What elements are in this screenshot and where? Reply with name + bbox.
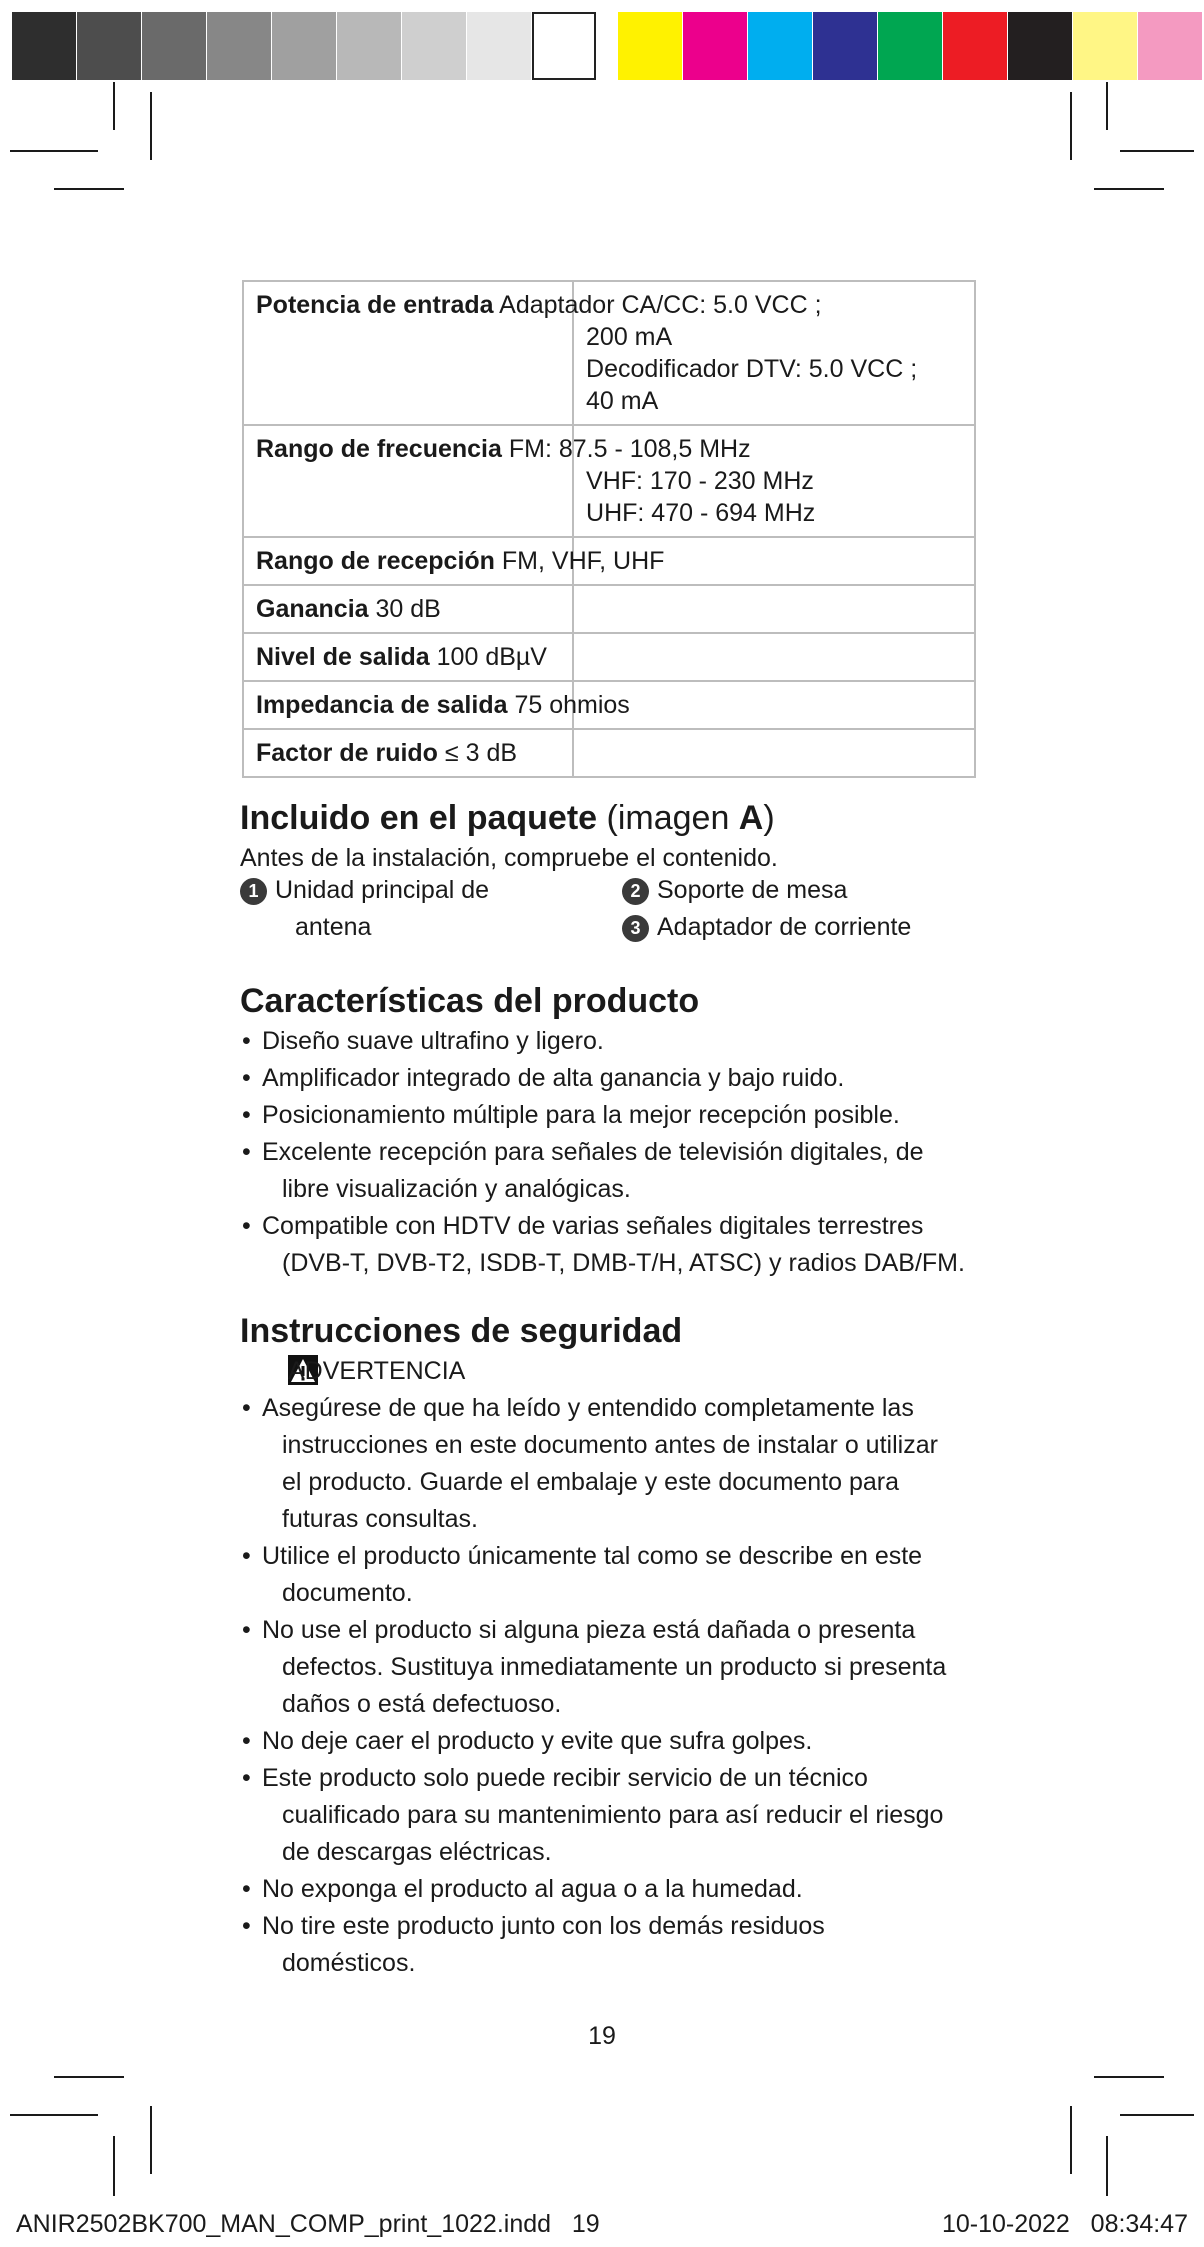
- spec-row: [243, 537, 975, 585]
- footer-filename: ANIR2502BK700_MAN_COMP_print_1022.indd 19: [16, 2210, 600, 2238]
- spec-row-text: [256, 593, 441, 625]
- crop-mark: [1070, 92, 1072, 160]
- color-swatch: [683, 12, 747, 80]
- feature-item: • Diseño suave ultrafino y ligero.: [240, 1023, 980, 1060]
- safety-section: [240, 1309, 980, 1982]
- spec-value-line: 40 mA: [586, 387, 659, 415]
- spec-row-text: [256, 641, 547, 673]
- crop-mark: [10, 150, 98, 152]
- safety-item: • Asegúrese de que ha leído y entendido completamente las instrucciones en este documento antes de instalar o utilizar el producto. Guarde el embalaje y este documento para futuras consultas.: [240, 1390, 980, 1538]
- spec-label: Factor de ruido: [256, 739, 438, 767]
- package-intro: Antes de la instalación, compruebe el contenido.: [240, 844, 778, 872]
- specifications-table: [242, 280, 976, 778]
- spec-value: FM: 87.5 - 108,5 MHz: [508, 435, 751, 463]
- spec-row: [243, 585, 975, 633]
- crop-mark: [150, 2106, 152, 2174]
- crop-mark: [10, 2114, 98, 2116]
- spec-value-line: Decodificador DTV: 5.0 VCC ;: [586, 355, 918, 383]
- spec-row: [243, 729, 975, 777]
- spec-label: Nivel de salida: [256, 643, 430, 671]
- color-swatch: [1008, 12, 1072, 80]
- safety-item: • No deje caer el producto y evite que sufra golpes.: [240, 1723, 980, 1760]
- feature-item: • Posicionamiento múltiple para la mejor recepción posible.: [240, 1097, 980, 1134]
- spec-value-line: UHF: 470 - 694 MHz: [586, 499, 816, 527]
- feature-item: • Compatible con HDTV de varias señales digitales terrestres (DVB-T, DVB-T2, ISDB-T, DMB-T/H, ATSC) y radios DAB/FM.: [240, 1208, 980, 1282]
- gray-swatch: [77, 12, 141, 80]
- spec-label: Impedancia de salida: [256, 691, 508, 719]
- spec-value: FM, VHF, UHF: [501, 547, 665, 575]
- spec-row-text: [256, 433, 751, 465]
- gray-swatch: [272, 12, 336, 80]
- feature-item: • Excelente recepción para señales de televisión digitales, de libre visualización y analógicas.: [240, 1134, 980, 1208]
- crop-mark: [1094, 2076, 1164, 2078]
- crop-mark: [1120, 150, 1194, 152]
- gray-swatch: [207, 12, 271, 80]
- crop-mark: [1120, 2114, 1194, 2116]
- safety-item: • No use el producto si alguna pieza está dañada o presenta defectos. Sustituya inmediatamente un producto si presenta daños o está defectuoso.: [240, 1612, 980, 1723]
- features-section: [240, 979, 980, 1282]
- safety-item: • No exponga el producto al agua o a la humedad.: [240, 1871, 980, 1908]
- gray-swatch: [532, 12, 596, 80]
- crop-mark: [54, 2076, 124, 2078]
- footer-datetime: 10-10-2022 08:34:47: [941, 2210, 1188, 2238]
- crop-mark: [150, 92, 152, 160]
- safety-item: • Utilice el producto únicamente tal como se describe en este documento.: [240, 1538, 980, 1612]
- spec-value: Adaptador CA/CC: 5.0 VCC ;: [499, 291, 822, 319]
- crop-mark: [1070, 2106, 1072, 2174]
- crop-mark: [1106, 82, 1108, 130]
- spec-row: [243, 425, 975, 537]
- features-title: Características del producto: [240, 982, 700, 1020]
- spec-row-text: [256, 545, 664, 577]
- grayscale-swatches: [12, 12, 596, 80]
- number-badge-3: 3: [622, 915, 649, 942]
- spec-value-line: 200 mA: [586, 323, 673, 351]
- color-swatch: [943, 12, 1007, 80]
- safety-title: Instrucciones de seguridad: [240, 1312, 683, 1350]
- warning-row: [240, 1353, 980, 1390]
- spec-label: Rango de recepción: [256, 547, 495, 575]
- warning-label: ADVERTENCIA: [288, 1357, 466, 1385]
- color-swatch: [748, 12, 812, 80]
- color-swatch: [618, 12, 682, 80]
- features-list: [240, 1023, 980, 1282]
- gray-swatch: [402, 12, 466, 80]
- number-badge-1: 1: [240, 878, 267, 905]
- spec-row-text: [256, 689, 630, 721]
- color-swatches: [618, 12, 1202, 80]
- color-swatch: [878, 12, 942, 80]
- spec-value: 100 dBµV: [436, 643, 547, 671]
- color-swatch: [813, 12, 877, 80]
- gray-swatch: [337, 12, 401, 80]
- page-number: 19: [588, 2022, 616, 2050]
- safety-item: • Este producto solo puede recibir servicio de un técnico cualificado para su mantenimiento para así reducir el riesgo de descargas eléctricas.: [240, 1760, 980, 1871]
- crop-mark: [1094, 188, 1164, 190]
- gray-swatch: [142, 12, 206, 80]
- gray-swatch: [467, 12, 531, 80]
- number-badge-2: 2: [622, 878, 649, 905]
- feature-item: • Amplificador integrado de alta ganancia y bajo ruido.: [240, 1060, 980, 1097]
- spec-row: [243, 633, 975, 681]
- spec-value: 30 dB: [375, 595, 441, 623]
- crop-mark: [113, 82, 115, 130]
- package-item-3: 3 Adaptador de corriente: [622, 909, 911, 946]
- spec-row: [243, 281, 975, 425]
- package-title: Incluido en el paquete (imagen A): [240, 799, 775, 837]
- spec-label: Ganancia: [256, 595, 369, 623]
- gray-swatch: [12, 12, 76, 80]
- package-item-1: 1 Unidad principal de antena: [240, 872, 489, 946]
- spec-value: 75 ohmios: [514, 691, 630, 719]
- spec-row-text: [256, 737, 517, 769]
- crop-mark: [1106, 2136, 1108, 2196]
- crop-mark: [113, 2136, 115, 2196]
- spec-row: [243, 681, 975, 729]
- spec-value-line: VHF: 170 - 230 MHz: [586, 467, 814, 495]
- safety-item: • No tire este producto junto con los demás residuos domésticos.: [240, 1908, 980, 1982]
- spec-label: Rango de frecuencia: [256, 435, 502, 463]
- crop-mark: [54, 188, 124, 190]
- color-calibration-bar: [12, 12, 1202, 80]
- color-swatch: [1138, 12, 1202, 80]
- spec-value: ≤ 3 dB: [444, 739, 518, 767]
- safety-list: [240, 1390, 980, 1982]
- package-item-2: 2 Soporte de mesa: [622, 872, 847, 909]
- color-swatch: [1073, 12, 1137, 80]
- package-section: [240, 796, 980, 877]
- spec-label: Potencia de entrada: [256, 291, 494, 319]
- spec-row-text: [256, 289, 822, 321]
